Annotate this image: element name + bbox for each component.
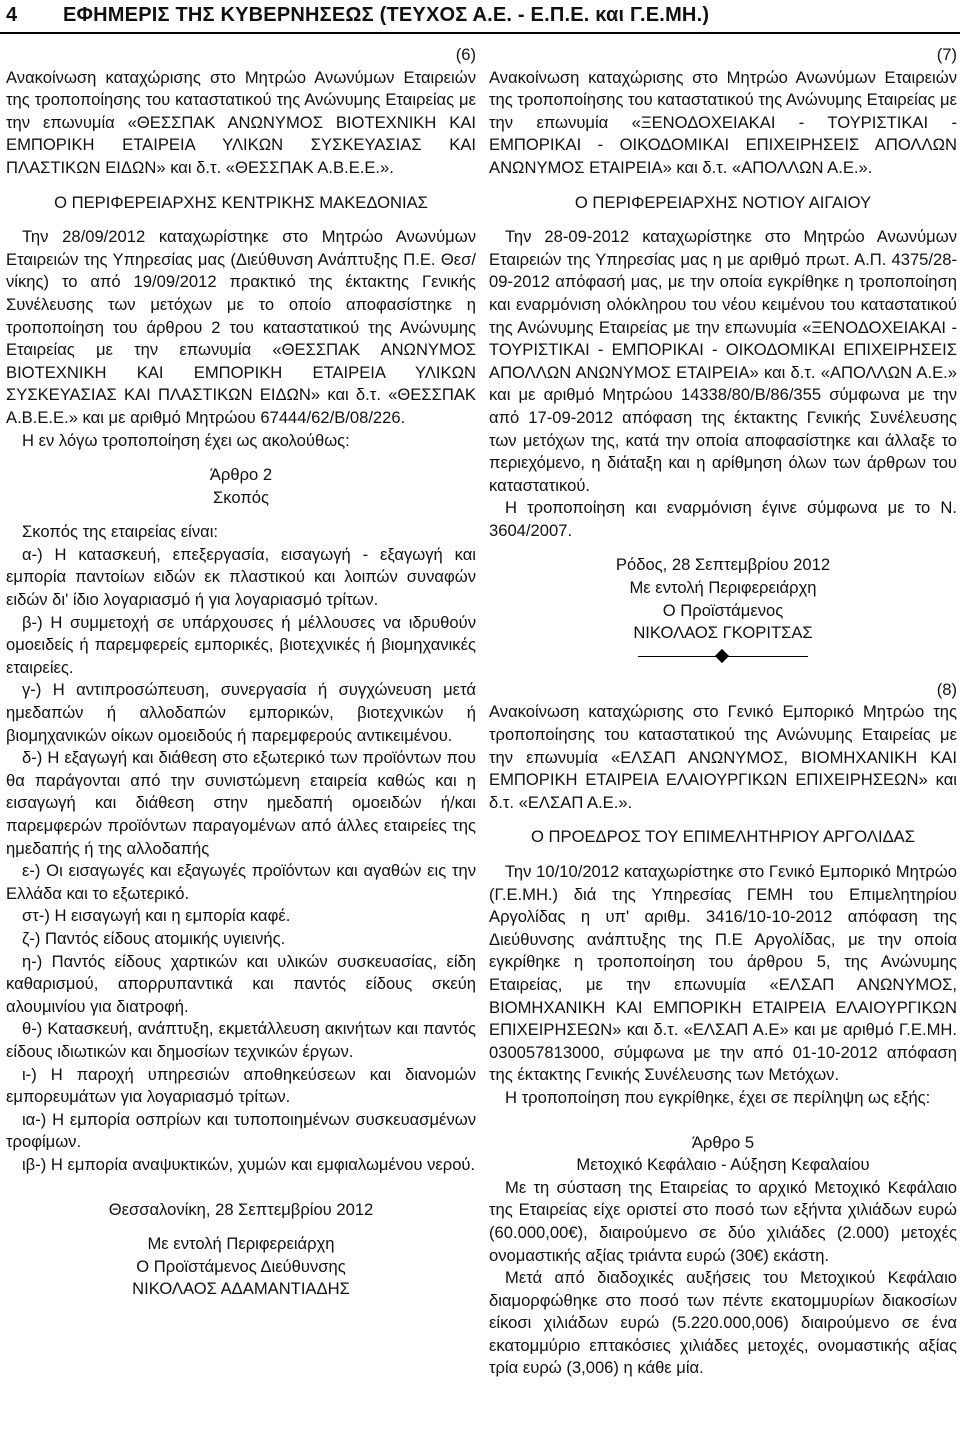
- notice-number: (6): [455, 45, 476, 64]
- notice-number: (7): [936, 45, 957, 64]
- list-item: γ-) Η αντιπροσώπευση, συνεργασία ή συγχώνευση μετά ημεδαπών ή αλλοδαπών εμπορικών, βιοτεχνικών ή βιομηχανικών οίκων ομοειδούς ή παρεμφερούς αντικειμένου.: [6, 680, 476, 745]
- diamond-icon: [715, 649, 729, 663]
- notice-title: Ανακοίνωση καταχώρισης στο Μητρώο Ανωνύμων Εταιρειών της τροποποίησης του καταστατικού της Ανώνυμης Εταιρείας με την επωνυμία «ΞΕΝΟΔΟΧΕΙΑΚΑΙ - ΤΟΥΡΙΣΤΙΚΑΙ - ΕΜΠΟΡΙΚΑΙ - ΟΙΚΟΔΟΜΙΚΑΙ ΕΠΙΧΕΙΡΗΣΕΙΣ ΑΠΟΛΛΩΝ ΑΝΩΝΥΜΟΣ ΕΤΑΙΡΕΙΑ» και δ.τ. «ΑΠΟΛΛΩΝ Α.Ε.».: [489, 67, 957, 177]
- list-item: ζ-) Παντός είδους ατομικής υγιεινής.: [22, 928, 286, 948]
- list-item: ε-) Οι εισαγωγές και εξαγωγές προϊόντων και αγαθών εις την Ελλάδα και το εξωτερικό.: [6, 861, 476, 903]
- notice-number: (8): [936, 679, 957, 699]
- notice-body: Την 28/09/2012 καταχωρίστηκε στο Μητρώο Ανωνύμων Εταιρειών της Υπηρεσίας μας (Διεύθυνση Ανάπτυξης Π.Ε. Θεσ/νίκης) το από 19/09/2012 πρακτικό της έκτακτης Γενικής Συνέλευσης των μετόχων με το οποίο αποφασίστηκε η τροποποίηση του άρθρου 2 του καταστατικού της Ανώνυμης Εταιρείας με την επωνυμία «ΘΕΣΣΠΑΚ ΑΝΩΝΥΜΟΣ ΒΙΟΤΕΧΝΙΚΗ ΚΑΙ ΕΜΠΟΡΙΚΗ ΕΤΑΙΡΕΙΑ ΥΛΙΚΩΝ ΣΥΣΚΕΥΑΣΙΑΣ ΚΑΙ ΠΛΑΣΤΙΚΩΝ ΕΙΔΩΝ» και δ.τ. «ΘΕΣΣΠΑΚ Α.Β.Ε.Ε.» και με αριθμό Μητρώου 67444/62/Β/08/226.: [6, 227, 476, 427]
- page-number: 4: [6, 4, 18, 26]
- article-number: Άρθρο 5: [691, 1132, 755, 1152]
- notice-title: Ανακοίνωση καταχώρισης στο Γενικό Εμπορικό Μητρώο της τροποποίησης του καταστατικού της Ανώνυμης Εταιρείας με την επωνυμία «ΕΛΣΑΠ ΑΝΩΝΥΜΟΣ, ΒΙΟΜΗΧΑΝΙΚΗ ΚΑΙ ΕΜΠΟΡΙΚΗ ΕΤΑΙΡΕΙΑ ΕΛΑΙΟΥΡΓΙΚΩΝ ΕΠΙΧΕΙΡΗΣΕΩΝ» και δ.τ. «ΕΛΣΑΠ Α.Ε.».: [489, 702, 957, 812]
- article-title: Μετοχικό Κεφάλαιο - Αύξηση Κεφαλαίου: [576, 1155, 870, 1175]
- notice-body: Την 10/10/2012 καταχωρίστηκε στο Γενικό Εμπορικό Μητρώο (Γ.Ε.ΜΗ.) διά της Υπηρεσίας ΓΕΜΗ του Επιμελητηρίου Αργολίδας η υπ' αριθμ. 3416/10-10-2012 απόφαση της Διεύθυνσης ανάπτυξης της Π.Ε Αργολίδας, με την οποία εγκρίθηκε η τροποποίηση του άρθρου 5, της Ανώνυμης Εταιρείας, με την επωνυμία «ΕΛΣΑΠ ΑΝΩΝΥΜΟΣ, ΒΙΟΜΗΧΑΝΙΚΗ ΚΑΙ ΕΜΠΟΡΙΚΗ ΕΤΑΙΡΕΙΑ ΕΛΑΙΟΥΡΓΙΚΩΝ ΕΠΙΧΕΙΡΗΣΕΩΝ» και δ.τ. «ΕΛΣΑΠ Α.Ε» και με αριθμό Γ.Ε.ΜΗ. 030057813000, σύμφωνα με την από 01-10-2012 απόφαση της έκτακτης Γενικής Συνέλευσης των Μετόχων.: [489, 862, 957, 1085]
- list-item: α-) Η κατασκευή, επεξεργασία, εισαγωγή - εξαγωγή και εμπορία παντοίων ειδών εκ πλαστικού και λοιπών συναφών ειδών δι' ίδιο λογαριασμό ή για λογαριασμό τρίτων.: [6, 544, 476, 610]
- right-column: [489, 44, 957, 1380]
- page-header: [0, 0, 960, 34]
- list-item: ιβ-) Η εμπορία αναψυκτικών, χυμών και εμφιαλωμένου νερού.: [22, 1154, 476, 1174]
- left-column: [6, 44, 476, 1301]
- notice-title: Ανακοίνωση καταχώρισης στο Μητρώο Ανωνύμων Εταιρειών της τροποποίησης του καταστατικού της Ανώνυμης Εταιρείας με την επωνυμία «ΘΕΣΣΠΑΚ ΑΝΩΝΥΜΟΣ ΒΙΟΤΕΧΝΙΚΗ ΚΑΙ ΕΜΠΟΡΙΚΗ ΕΤΑΙΡΕΙΑ ΥΛΙΚΩΝ ΣΥΣΚΕΥΑΣΙΑΣ ΚΑΙ ΠΛΑΣΤΙΚΩΝ ΕΙΔΩΝ» και δ.τ. «ΘΕΣΣΠΑΚ Α.Β.Ε.Ε.».: [6, 67, 476, 177]
- signature-place-date: Θεσσαλονίκη, 28 Σεπτεμβρίου 2012: [108, 1199, 374, 1219]
- list-item: ια-) Η εμπορία οσπρίων και τυποποιημένων συσκευασμένων τροφίμων.: [6, 1109, 476, 1152]
- authority-heading: Ο ΠΕΡΙΦΕΡΕΙΑΡΧΗΣ ΚΕΝΤΡΙΚΗΣ ΜΑΚΕΔΟΝΙΑΣ: [54, 192, 428, 212]
- notice-body: Με τη σύσταση της Εταιρείας το αρχικό Μετοχικό Κεφάλαιο της Εταιρείας είχε οριστεί στο ποσό των εξήντα χιλιάδων ευρώ (60.000,00€), διαιρούμενο σε δύο χιλιάδες (2.000) μετοχές ονομαστικής αξίας τριάντα ευρώ (30€) εκάστη.: [489, 1177, 957, 1265]
- list-item: ι-) Η παροχή υπηρεσιών αποθηκεύσεων και διανομών εμπορευμάτων για λογαριασμό τρίτων.: [6, 1064, 476, 1107]
- section-separator: [489, 645, 957, 667]
- signature-place-date: Ρόδος, 28 Σεπτεμβρίου 2012: [615, 555, 831, 575]
- list-item: β-) Η συμμετοχή σε υπάρχουσες ή μέλλουσες να ιδρυθούν ομοειδείς ή παρεμφερείς εμπορικές, βιοτεχνικές ή βιομηχανικές εταιρείες.: [6, 612, 476, 677]
- gazette-title: ΕΦΗΜΕΡΙΣ ΤΗΣ ΚΥΒΕΡΝΗΣΕΩΣ (ΤΕΥΧΟΣ Α.Ε. - Ε.Π.Ε. και Γ.Ε.ΜΗ.): [63, 4, 710, 26]
- list-item: στ-) Η εισαγωγή και η εμπορία καφέ.: [22, 906, 291, 926]
- list-item: η-) Παντός είδους χαρτικών και υλικών συσκευασίας, είδη καθαρισμού, απορρυπαντικά και παντός είδους σκεύη αλουμινίου για διατροφή.: [6, 951, 476, 1016]
- article-intro: Σκοπός της εταιρείας είναι:: [22, 522, 219, 542]
- article-number: Άρθρο 2: [209, 465, 273, 485]
- signature-order: Με εντολή Περιφερειάρχη: [629, 578, 817, 598]
- article-title: Σκοπός: [212, 487, 270, 507]
- header-rule: [0, 32, 960, 34]
- notice-body: Την 28-09-2012 καταχωρίστηκε στο Μητρώο Ανωνύμων Εταιρειών της Υπηρεσίας μας η με αριθμό πρωτ. Α.Π. 4375/28-09-2012 απόφασή μας, με την οποία εγκρίθηκε η τροποποίηση και εναρμόνιση ολόκληρου του νέου κειμένου του καταστατικού της Ανώνυμης Εταιρείας με την επωνυμία «ΞΕΝΟΔΟΧΕΙΑΚΑΙ - ΤΟΥΡΙΣΤΙΚΑΙ - ΕΜΠΟΡΙΚΑΙ - ΟΙΚΟΔΟΜΙΚΑΙ ΕΠΙΧΕΙΡΗΣΕΙΣ ΑΠΟΛΛΩΝ ΑΝΩΝΥΜΟΣ ΕΤΑΙΡΕΙΑ» και δ.τ. «ΑΠΟΛΛΩΝ Α.Ε.» και με αριθμό Μητρώου 14338/80/Β/86/355 σύμφωνα με την από 17-09-2012 απόφαση της έκτακτης Γενικής Συνέλευσης των μετόχων της, κατά την οποία αποφασίστηκε και άλλαξε το περιεχόμενο, η διάταξη και η αρίθμηση όλων των άρθρων του καταστατικού.: [489, 227, 957, 495]
- notice-body: Η τροποποίηση που εγκρίθηκε, έχει σε περίληψη ως εξής:: [505, 1087, 931, 1107]
- signature-role: Ο Προϊστάμενος: [662, 600, 784, 620]
- notice-body: Η τροποποίηση και εναρμόνιση έγινε σύμφωνα με το Ν. 3604/2007.: [489, 498, 957, 540]
- signature-name: ΝΙΚΟΛΑΟΣ ΑΔΑΜΑΝΤΙΑΔΗΣ: [132, 1279, 350, 1299]
- authority-heading: Ο ΠΡΟΕΔΡΟΣ ΤΟΥ ΕΠΙΜΕΛΗΤΗΡΙΟΥ ΑΡΓΟΛΙΔΑΣ: [531, 827, 915, 847]
- notice-body: Η εν λόγω τροποποίηση έχει ως ακολούθως:: [22, 430, 350, 450]
- authority-heading: Ο ΠΕΡΙΦΕΡΕΙΑΡΧΗΣ ΝΟΤΙΟΥ ΑΙΓΑΙΟΥ: [574, 192, 872, 212]
- signature-order: Με εντολή Περιφερειάρχη: [147, 1234, 335, 1254]
- list-item: θ-) Κατασκευή, ανάπτυξη, εκμετάλλευση ακινήτων και παντός είδους ιδιωτικών και δημοσίων τεχνικών έργων.: [6, 1019, 476, 1061]
- notice-body: Μετά από διαδοχικές αυξήσεις του Μετοχικού Κεφάλαιο διαμορφώθηκε στο ποσό των πέντε εκατομμυρίων διακοσίων είκοσι χιλιάδων ευρώ (5.220.000,006) διαιρούμενο σε ένα εκατομμύριο επτακόσιες χιλιάδες μετοχές, ονομαστικής αξίας τρία ευρώ (3,006) η κάθε μία.: [489, 1268, 957, 1378]
- signature-name: ΝΙΚΟΛΑΟΣ ΓΚΟΡΙΤΣΑΣ: [633, 623, 813, 643]
- list-item: δ-) Η εξαγωγή και διάθεση στο εξωτερικό των προϊόντων που θα παράγονται από την συνιστώμενη εταιρεία καθώς και η εισαγωγή και διάθεση στην ημεδαπή ομοειδών ή/και παρεμφερών προϊόντων παραγομένων από άλλες εταιρείες της ημεδαπής ή της αλλοδαπής: [6, 748, 476, 858]
- signature-role: Ο Προϊστάμενος Διεύθυνσης: [136, 1256, 346, 1276]
